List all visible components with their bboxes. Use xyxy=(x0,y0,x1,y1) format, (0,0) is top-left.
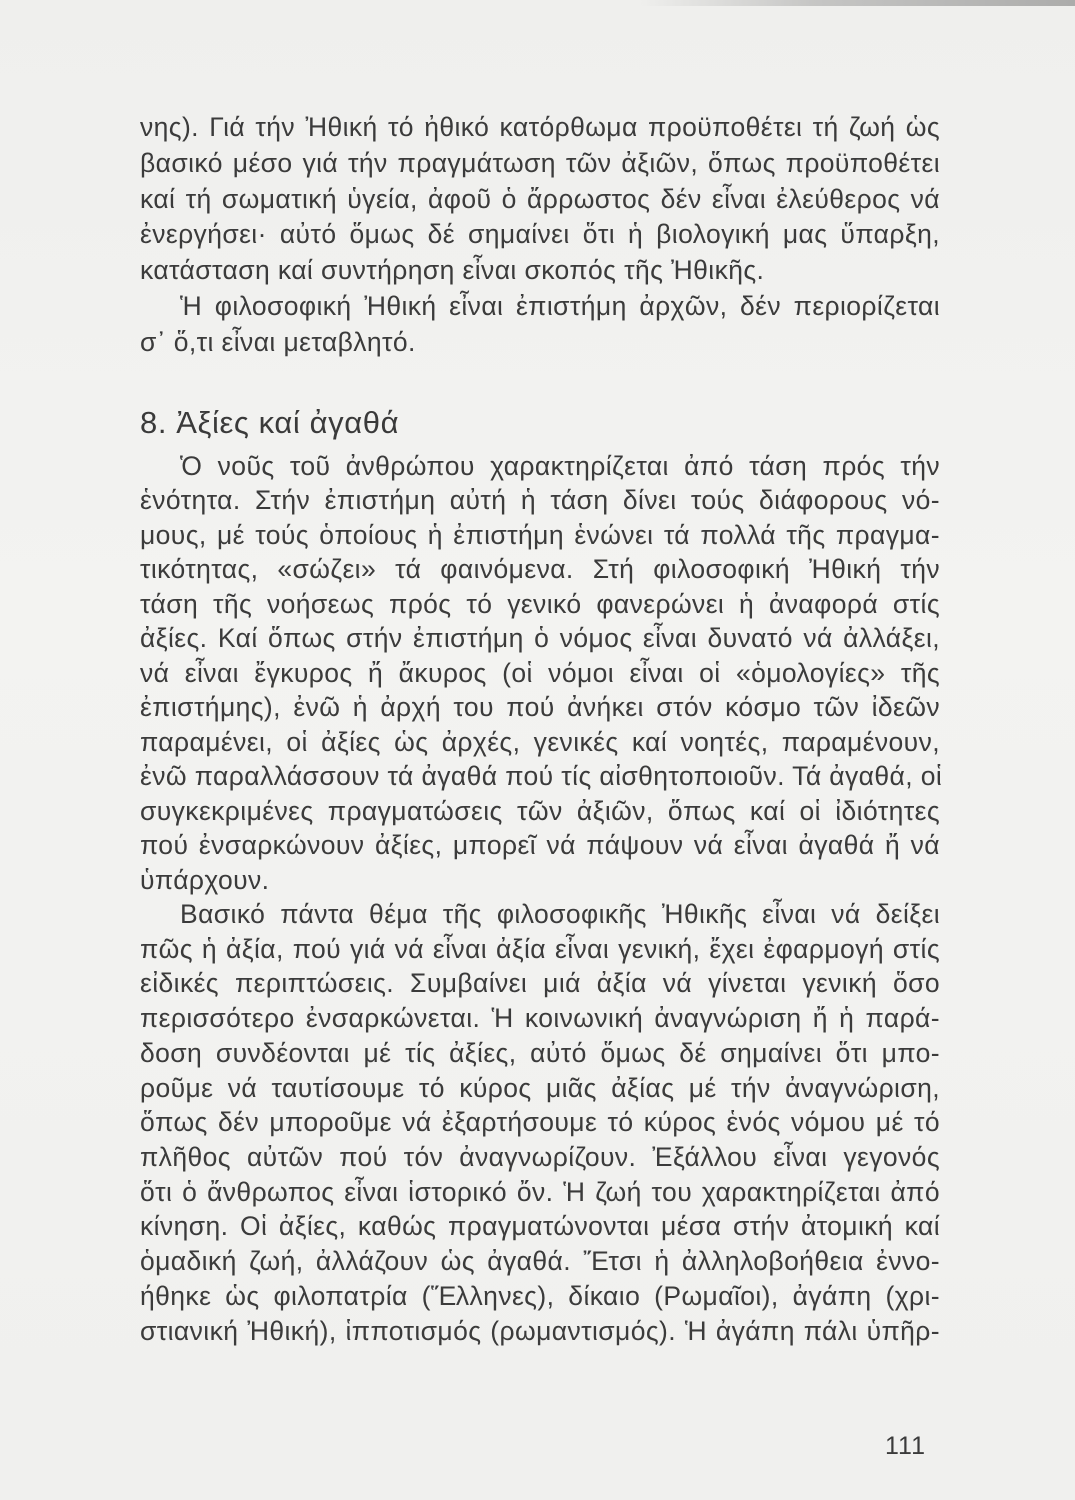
text-line: ἐπιστήμης), ἐνῶ ἡ ἀρχή του πού ἀνήκει στόν κόσμο τῶν ἰδεῶν xyxy=(140,692,940,723)
text-line: πού ἐνσαρκώνουν ἀξίες, μπορεῖ νά πάψουν νά εἶναι ἀγαθά ἤ νά xyxy=(140,830,940,861)
text-line: Ἡ φιλοσοφική Ἠθική εἶναι ἐπιστήμη ἀρχῶν, δέν περιορίζεται xyxy=(180,290,940,321)
text-line: περισσότερο ἐνσαρκώνεται. Ἡ κοινωνική ἀναγνώριση ἤ ἡ παρά- xyxy=(140,1003,940,1034)
text-line: συγκεκριμένες πραγματώσεις τῶν ἀξιῶν, ὅπως καί οἱ ἰδιότητες xyxy=(140,795,940,826)
paragraph-one xyxy=(140,449,943,898)
text-line: ἑνότητα. Στήν ἐπιστήμη αὐτή ἡ τάση δίνει τούς διάφορους νό- xyxy=(140,485,940,516)
text-line: κατάσταση καί συντήρηση εἶναι σκοπός τῆς Ἠθικῆς. xyxy=(140,255,765,286)
text-line: νης). Γιά τήν Ἠθική τό ἠθικό κατόρθωμα προϋποθέτει τή ζωή ὡς xyxy=(140,112,940,142)
text-line: ἐνῶ παραλλάσσουν τά ἀγαθά πού τίς αἰσθητοποιοῦν. Τά ἀγαθά, οἱ xyxy=(140,761,943,792)
text-line: ἀξίες. Καί ὅπως στήν ἐπιστήμη ὁ νόμος εἶναι δυνατό νά ἀλλάξει, xyxy=(140,623,940,654)
text-line: ὑπάρχουν. xyxy=(140,864,270,895)
text-line: ἐνεργήσει· αὐτό ὅμως δέ σημαίνει ὅτι ἡ βιολογική μας ὕπαρξη, xyxy=(140,219,940,250)
paragraph-two xyxy=(140,897,940,1348)
text-line: νά εἶναι ἔγκυρος ἤ ἄκυρος (οἱ νόμοι εἶναι οἱ «ὁμολογίες» τῆς xyxy=(140,657,940,688)
text-line: τικότητας, «σώζει» τά φαινόμενα. Στή φιλοσοφική Ἠθική τήν xyxy=(140,554,940,585)
text-line: σ᾽ ὅ,τι εἶναι μεταβλητό. xyxy=(140,326,416,357)
text-line: ήθηκε ὡς φιλοπατρία (Ἕλληνες), δίκαιο (Ρωμαῖοι), ἀγάπη (χρι- xyxy=(140,1280,940,1311)
text-line: ὅπως δέν μποροῦμε νά ἐξαρτήσουμε τό κύρος ἑνός νόμου μέ τό xyxy=(140,1107,940,1138)
text-line: καί τή σωματική ὑγεία, ἀφοῦ ὁ ἄρρωστος δέν εἶναι ἐλεύθερος νά xyxy=(140,183,940,214)
text-column xyxy=(140,110,943,1348)
text-line: ὁμαδική ζωή, ἀλλάζουν ὡς ἀγαθά. Ἔτσι ἡ ἀλληλοβοήθεια ἐννο- xyxy=(140,1246,940,1277)
text-line: βασικό μέσο γιά τήν πραγμάτωση τῶν ἀξιῶν, ὅπως προϋποθέτει xyxy=(140,147,940,178)
intro-paragraphs xyxy=(140,110,940,361)
text-line: παραμένει, οἱ ἀξίες ὡς ἀρχές, γενικές καί νοητές, παραμένουν, xyxy=(140,726,940,757)
text-line: Βασικό πάντα θέμα τῆς φιλοσοφικῆς Ἠθικῆς εἶναι νά δείξει xyxy=(180,899,940,930)
text-line: πλῆθος αὐτῶν πού τόν ἀναγνωρίζουν. Ἐξάλλου εἶναι γεγονός xyxy=(140,1142,940,1172)
text-line: κίνηση. Οἱ ἀξίες, καθώς πραγματώνονται μέσα στήν ἀτομική καί xyxy=(140,1211,940,1242)
text-line: μους, μέ τούς ὁποίους ἡ ἐπιστήμη ἑνώνει τά πολλά τῆς πραγμα- xyxy=(140,519,940,550)
text-line: ὅτι ὁ ἄνθρωπος εἶναι ἱστορικό ὄν. Ἡ ζωή του χαρακτηρίζεται ἀπό xyxy=(140,1176,940,1207)
scan-edge-shadow xyxy=(640,0,1075,6)
text-line: δοση συνδέονται μέ τίς ἀξίες, αὐτό ὅμως δέ σημαίνει ὅτι μπο- xyxy=(140,1037,940,1068)
text-line: εἰδικές περιπτώσεις. Συμβαίνει μιά ἀξία νά γίνεται γενική ὅσο xyxy=(140,968,940,999)
page-number: 111 xyxy=(885,1432,927,1460)
text-line: πῶς ἡ ἀξία, πού γιά νά εἶναι ἀξία εἶναι γενική, ἔχει ἐφαρμογή στίς xyxy=(140,933,940,964)
text-line: ροῦμε νά ταυτίσουμε τό κύρος μιᾶς ἀξίας μέ τήν ἀναγνώριση, xyxy=(140,1072,940,1103)
text-line: στιανική Ἠθική), ἱπποτισμός (ρωμαντισμός). Ἡ ἀγάπη πάλι ὑπῆρ- xyxy=(140,1315,940,1346)
section-heading: 8. Ἀξίες καί ἀγαθά xyxy=(140,404,400,440)
text-line: τάση τῆς νοήσεως πρός τό γενικό φανερώνει ἡ ἀναφορά στίς xyxy=(140,588,940,619)
text-line: Ὁ νοῦς τοῦ ἀνθρώπου χαρακτηρίζεται ἀπό τάση πρός τήν xyxy=(180,450,940,481)
